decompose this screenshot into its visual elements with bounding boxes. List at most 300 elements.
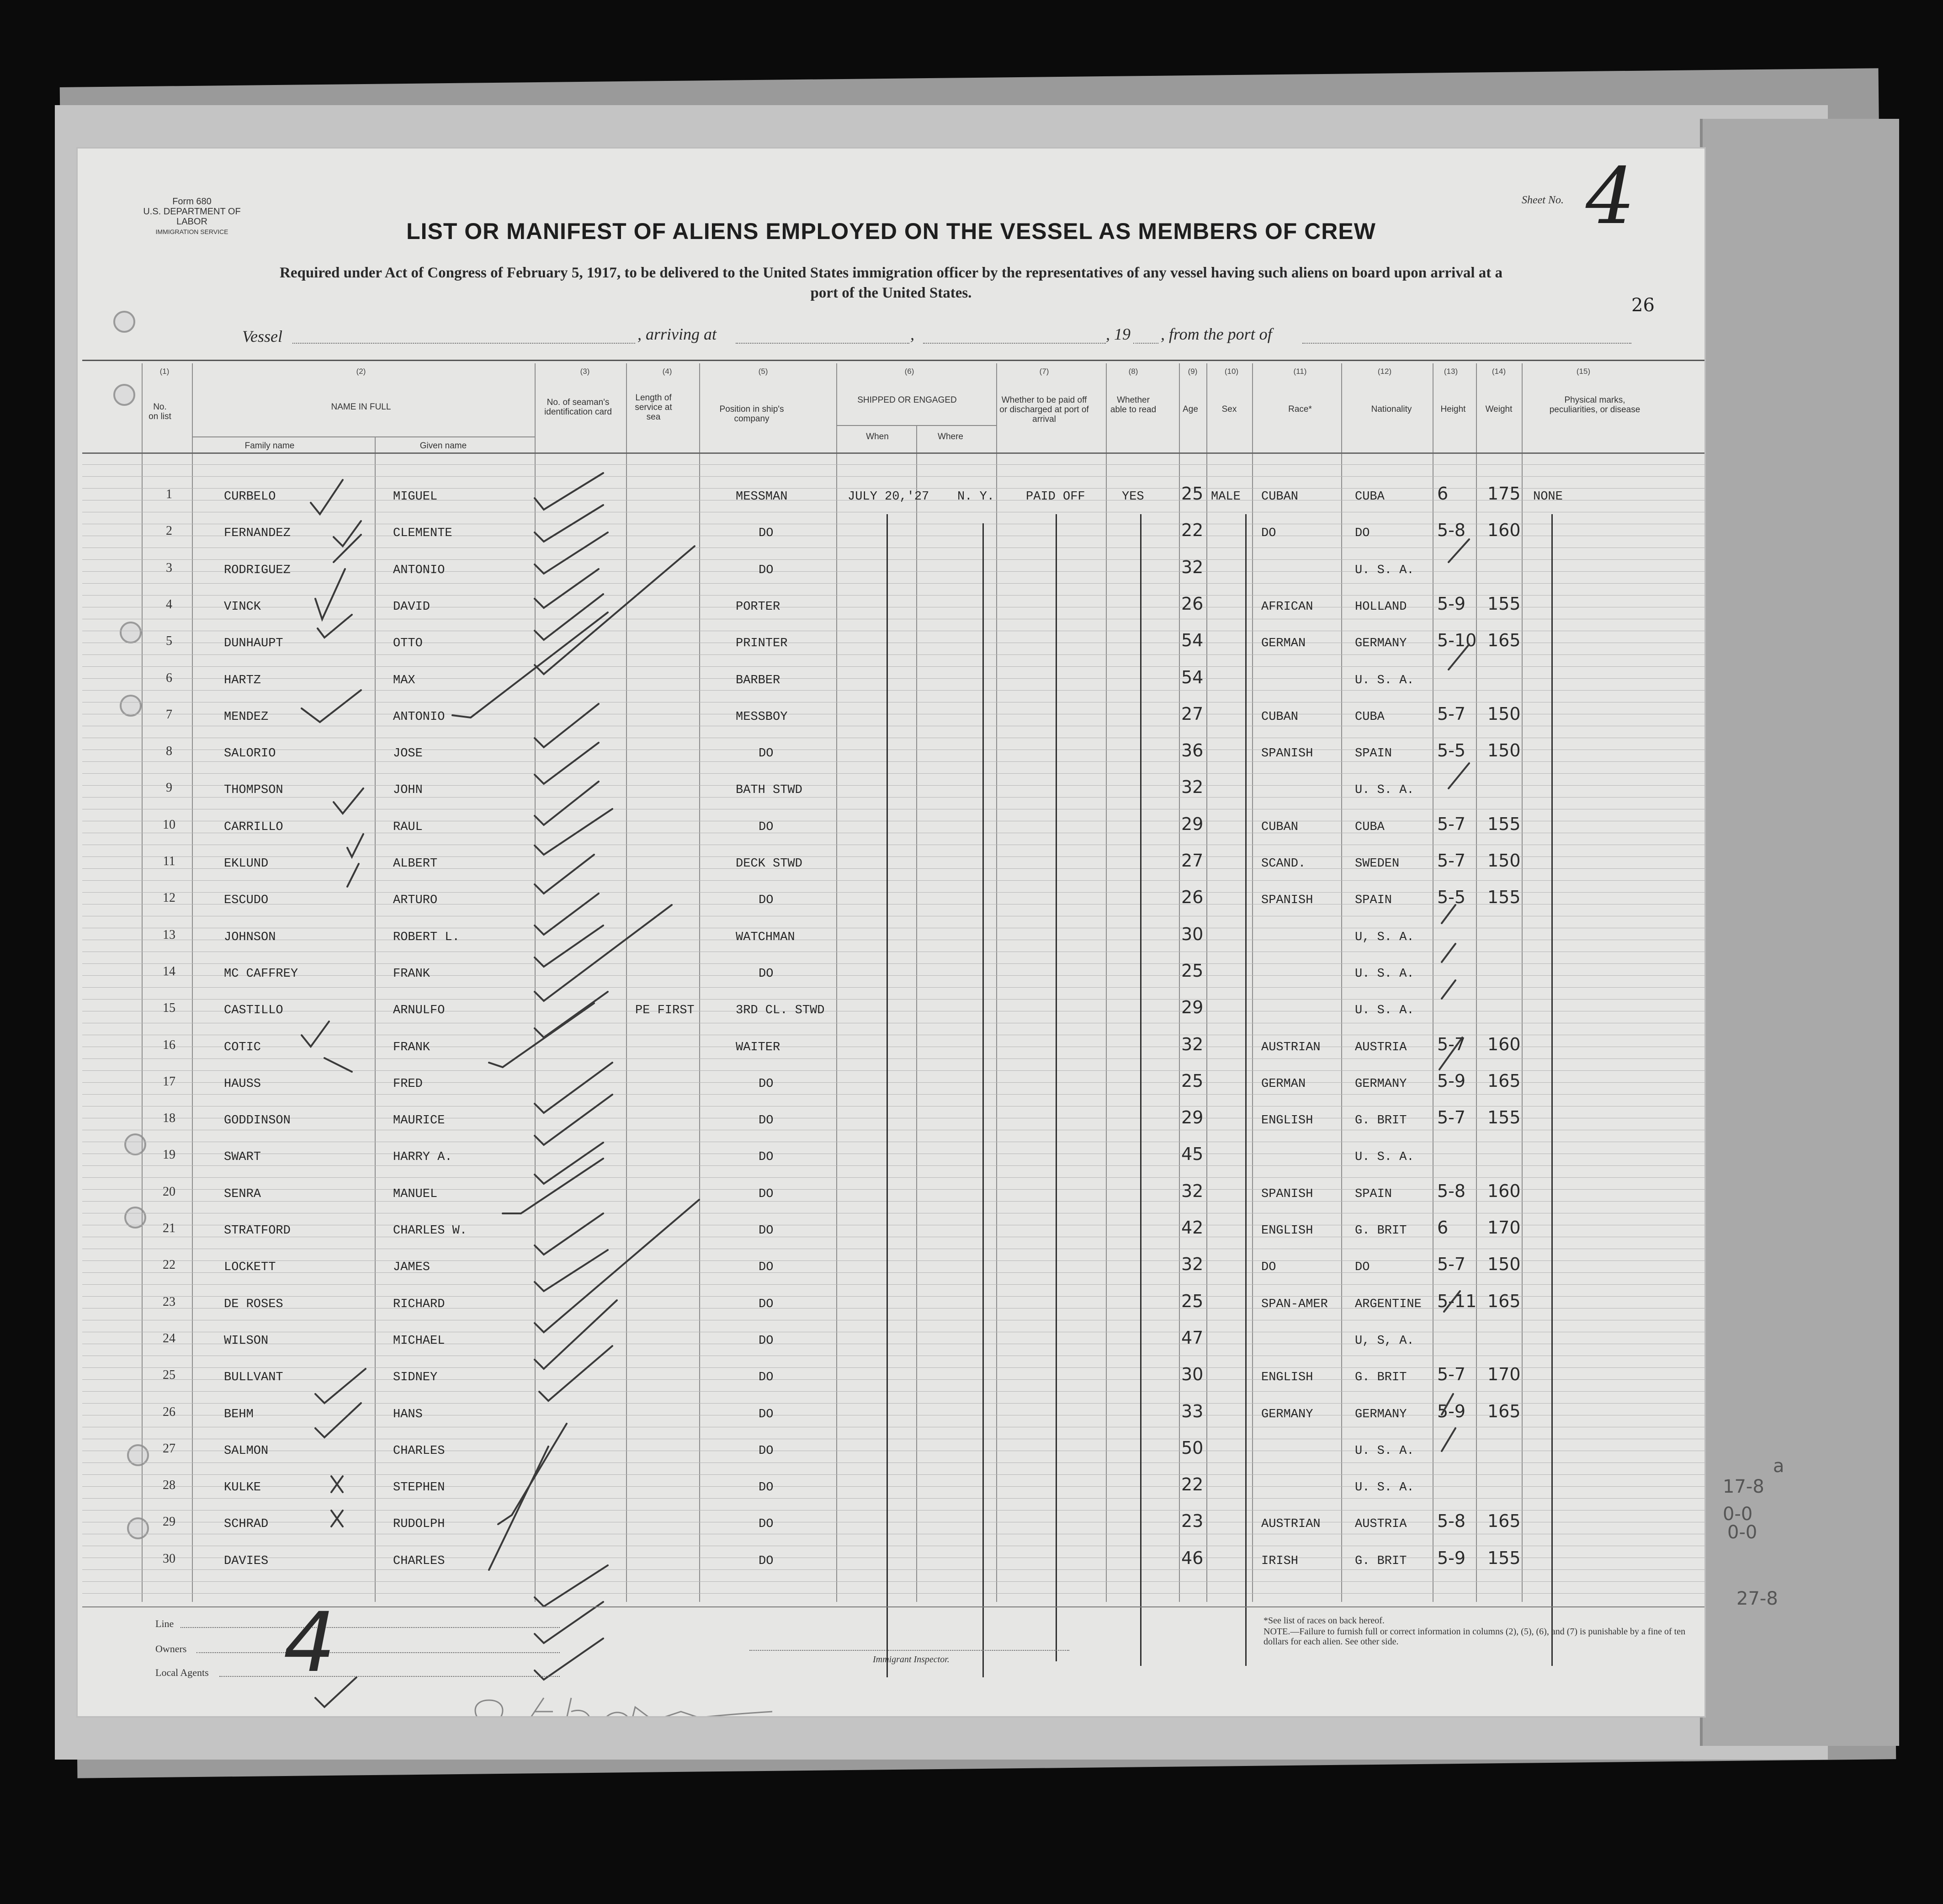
nationality-cell: G. BRIT [1355, 1554, 1407, 1568]
given-name-cell: RICHARD [393, 1297, 445, 1311]
col-height: Height [1440, 404, 1466, 414]
height-cell: 5-7 [1437, 1107, 1466, 1128]
row-number: 20 [163, 1184, 175, 1199]
family-name-cell: BEHM [224, 1407, 254, 1421]
family-name-cell: SALMON [224, 1444, 269, 1458]
department-name: U.S. DEPARTMENT OF LABOR [143, 207, 241, 227]
age-cell: 25 [1181, 1291, 1204, 1311]
row-number: 25 [163, 1368, 175, 1383]
vessel-label: Vessel [242, 327, 282, 346]
line-label: Line [155, 1618, 174, 1629]
weight-cell: 175 [1487, 484, 1521, 504]
age-cell: 29 [1181, 997, 1204, 1018]
age-cell: 27 [1181, 703, 1204, 724]
position-cell: DO [759, 1224, 774, 1238]
given-name-cell: RAUL [393, 820, 423, 834]
family-name-cell: DUNHAUPT [224, 637, 283, 651]
family-name-cell: DE ROSES [224, 1297, 283, 1311]
age-cell: 42 [1181, 1218, 1204, 1238]
race-cell: GERMAN [1261, 1077, 1306, 1091]
given-name-cell: ROBERT L. [393, 930, 460, 944]
age-cell: 32 [1181, 777, 1204, 798]
service-name: IMMIGRATION SERVICE [155, 228, 228, 235]
col-no-on-list: No. on list [149, 402, 171, 421]
race-cell: CUBAN [1261, 490, 1299, 504]
race-cell: GERMANY [1261, 1407, 1313, 1421]
year-label: , 19 [1106, 325, 1131, 343]
paid-off-cell: PAID OFF [1026, 490, 1085, 504]
weight-cell: 160 [1487, 1034, 1521, 1054]
local-agents-label: Local Agents [155, 1667, 209, 1678]
height-cell: 5-7 [1437, 703, 1466, 724]
race-cell: ENGLISH [1261, 1224, 1313, 1238]
age-cell: 54 [1181, 630, 1204, 651]
nationality-cell: U. S. A. [1355, 673, 1414, 687]
family-name-cell: JOHNSON [224, 930, 276, 944]
given-name-cell: HANS [393, 1407, 423, 1421]
row-number: 7 [166, 707, 172, 722]
arriving-label: , arriving at [637, 325, 717, 343]
nationality-cell: ARGENTINE [1355, 1297, 1422, 1311]
given-name-cell: FRED [393, 1077, 423, 1091]
given-name-cell: JOHN [393, 783, 423, 798]
race-cell: AUSTRIAN [1261, 1517, 1321, 1532]
column-number: (6) [904, 367, 914, 376]
row-number: 28 [163, 1478, 175, 1493]
column-number: (4) [662, 367, 672, 376]
races-note: *See list of races on back hereof. [1263, 1616, 1385, 1626]
column-number: (3) [580, 367, 590, 376]
given-name-cell: MAURICE [393, 1114, 445, 1128]
weight-cell: 155 [1487, 1548, 1521, 1568]
height-cell: 5-9 [1437, 1070, 1466, 1091]
agents-blank[interactable] [219, 1676, 560, 1677]
height-cell: 5-8 [1437, 1511, 1466, 1532]
weight-cell: 165 [1487, 1401, 1521, 1421]
col-able-to-read: Whether able to read [1110, 395, 1157, 415]
from-port-label: , from the port of [1161, 325, 1272, 343]
age-cell: 33 [1181, 1401, 1204, 1421]
weight-cell: 150 [1487, 851, 1521, 871]
col-id-card: No. of seaman's identification card [544, 398, 612, 417]
family-name-cell: CASTILLO [224, 1004, 283, 1018]
age-cell: 29 [1181, 1107, 1204, 1128]
given-name-cell: JOSE [393, 747, 423, 761]
race-cell: GERMAN [1261, 637, 1306, 651]
given-name-cell: HARRY A. [393, 1150, 452, 1165]
family-name-cell: LOCKETT [224, 1260, 276, 1275]
given-name-cell: CHARLES [393, 1554, 445, 1568]
row-number: 12 [163, 891, 175, 905]
given-name-cell: MICHAEL [393, 1334, 445, 1348]
nationality-cell: U. S. A. [1355, 563, 1414, 577]
age-cell: 26 [1181, 593, 1204, 614]
col-weight: Weight [1485, 404, 1513, 414]
position-cell: PORTER [736, 600, 780, 614]
age-cell: 22 [1181, 1474, 1204, 1495]
shipped-when-cell: JULY 20,'27 [848, 490, 929, 504]
weight-cell: 160 [1487, 1181, 1521, 1201]
nationality-cell: HOLLAND [1355, 600, 1407, 614]
age-cell: 32 [1181, 1181, 1204, 1201]
race-cell: AUSTRIAN [1261, 1040, 1321, 1054]
nationality-cell: U. S. A. [1355, 1004, 1414, 1018]
age-cell: 26 [1181, 887, 1204, 908]
given-name-cell: CHARLES W. [393, 1224, 467, 1238]
family-name-cell: HARTZ [224, 673, 261, 687]
height-cell: 5-9 [1437, 593, 1466, 614]
margin-note: 17-8 [1723, 1476, 1764, 1497]
col-nationality: Nationality [1371, 404, 1412, 414]
weight-cell: 160 [1487, 520, 1521, 541]
family-name-cell: EKLUND [224, 857, 269, 871]
row-number: 19 [163, 1148, 175, 1162]
family-name-cell: MENDEZ [224, 710, 269, 724]
age-cell: 45 [1181, 1144, 1204, 1165]
position-cell: WAITER [736, 1040, 780, 1054]
nationality-cell: G. BRIT [1355, 1114, 1407, 1128]
given-name-cell: MAX [393, 673, 415, 687]
sheet-number: 4 [1586, 151, 1635, 242]
sex-cell: MALE [1211, 490, 1241, 504]
column-number: (13) [1444, 367, 1458, 376]
column-number: (12) [1377, 367, 1392, 376]
age-cell: 30 [1181, 924, 1204, 944]
position-cell: MESSBOY [736, 710, 788, 724]
given-name-cell: FRANK [393, 1040, 430, 1054]
given-name-cell: CLEMENTE [393, 527, 452, 541]
row-number: 13 [163, 927, 175, 942]
height-cell: 5-9 [1437, 1401, 1466, 1421]
race-cell: SPANISH [1261, 893, 1313, 908]
col-paid-off: Whether to be paid off or discharged at port of arrival [999, 395, 1089, 424]
column-number: (14) [1492, 367, 1506, 376]
nationality-cell: CUBA [1355, 710, 1385, 724]
nationality-cell: G. BRIT [1355, 1371, 1407, 1385]
family-name-cell: SALORIO [224, 747, 276, 761]
page-stack-right [1700, 119, 1899, 1746]
race-cell: DO [1261, 527, 1276, 541]
penalty-note: NOTE.—Failure to furnish full or correct information in columns (2), (5), (6), and (7) is punishable by a fine of ten dollars for each alien. See other side. [1263, 1627, 1686, 1647]
age-cell: 50 [1181, 1437, 1204, 1458]
family-name-cell: BULLVANT [224, 1371, 283, 1385]
height-cell: 5-11 [1437, 1291, 1477, 1311]
race-cell: ENGLISH [1261, 1114, 1313, 1128]
nationality-cell: DO [1355, 1260, 1370, 1275]
family-name-cell: CURBELO [224, 490, 276, 504]
row-number: 4 [166, 597, 172, 612]
row-number: 29 [163, 1515, 175, 1529]
position-cell: DO [759, 967, 774, 981]
age-cell: 32 [1181, 557, 1204, 577]
row-number: 6 [166, 670, 172, 685]
subtitle-line-1: Required under Act of Congress of February 5, 1917, to be delivered to the United States immigration officer by the representatives of any vessel having such aliens on board upon arrival at a [280, 265, 1502, 281]
col-name-in-full: NAME IN FULL [331, 402, 391, 412]
weight-cell: 170 [1487, 1218, 1521, 1238]
nationality-cell: U. S. A. [1355, 783, 1414, 798]
margin-note: a [1773, 1456, 1784, 1477]
position-cell: DO [759, 1554, 774, 1568]
nationality-cell: CUBA [1355, 490, 1385, 504]
given-name-cell: ARTURO [393, 893, 438, 908]
family-name-cell: VINCK [224, 600, 261, 614]
col-family-name: Family name [244, 441, 295, 451]
nationality-cell: SWEDEN [1355, 857, 1400, 871]
family-name-cell: WILSON [224, 1334, 269, 1348]
service-length-cell: PE FIRST [635, 1004, 695, 1018]
age-cell: 25 [1181, 960, 1204, 981]
row-number: 30 [163, 1551, 175, 1566]
weight-cell: 150 [1487, 740, 1521, 761]
row-number: 17 [163, 1074, 175, 1089]
position-cell: BARBER [736, 673, 780, 687]
age-cell: 22 [1181, 520, 1204, 541]
age-cell: 25 [1181, 1070, 1204, 1091]
height-cell: 5-10 [1437, 630, 1477, 651]
nationality-cell: GERMANY [1355, 637, 1407, 651]
nationality-cell: U. S. A. [1355, 1444, 1414, 1458]
height-cell: 6 [1437, 1218, 1449, 1238]
position-cell: 3RD CL. STWD [736, 1004, 825, 1018]
age-cell: 29 [1181, 814, 1204, 834]
inspector-label: Immigrant Inspector. [873, 1654, 950, 1665]
nationality-cell: AUSTRIA [1355, 1517, 1407, 1532]
position-cell: DO [759, 1371, 774, 1385]
weight-cell: 170 [1487, 1364, 1521, 1385]
position-cell: WATCHMAN [736, 930, 795, 944]
age-cell: 46 [1181, 1548, 1204, 1568]
nationality-cell: U. S. A. [1355, 1150, 1414, 1165]
position-cell: DO [759, 1297, 774, 1311]
col-age: Age [1183, 404, 1198, 414]
position-cell: DO [759, 1077, 774, 1091]
family-name-cell: ESCUDO [224, 893, 269, 908]
row-number: 10 [163, 817, 175, 832]
position-cell: DO [759, 1407, 774, 1421]
nationality-cell: SPAIN [1355, 747, 1392, 761]
col-length-service: Length of service at sea [635, 393, 672, 422]
row-number: 24 [163, 1331, 175, 1346]
sheet-number-label: Sheet No. [1522, 194, 1564, 206]
age-cell: 30 [1181, 1364, 1204, 1385]
col-sex: Sex [1221, 404, 1237, 414]
height-cell: 5-5 [1437, 740, 1466, 761]
page-number: 26 [1631, 295, 1655, 316]
age-cell: 36 [1181, 740, 1204, 761]
given-name-cell: ANTONIO [393, 710, 445, 724]
height-cell: 5-7 [1437, 1034, 1466, 1054]
column-number: (7) [1039, 367, 1049, 376]
given-name-cell: RUDOLPH [393, 1517, 445, 1532]
race-cell: DO [1261, 1260, 1276, 1275]
row-number: 1 [166, 487, 172, 501]
row-number: 14 [163, 964, 175, 979]
family-name-cell: HAUSS [224, 1077, 261, 1091]
physical-marks-cell: NONE [1533, 490, 1563, 504]
position-cell: DECK STWD [736, 857, 802, 871]
nationality-cell: SPAIN [1355, 893, 1392, 908]
form-title: LIST OR MANIFEST OF ALIENS EMPLOYED ON THE VESSEL AS MEMBERS OF CREW [406, 218, 1376, 244]
family-name-cell: STRATFORD [224, 1224, 291, 1238]
family-name-cell: DAVIES [224, 1554, 269, 1568]
height-cell: 5-8 [1437, 520, 1466, 541]
column-number: (5) [758, 367, 768, 376]
row-number: 18 [163, 1111, 175, 1126]
age-cell: 32 [1181, 1034, 1204, 1054]
nationality-cell: CUBA [1355, 820, 1385, 834]
position-cell: DO [759, 1260, 774, 1275]
nationality-cell: U. S. A. [1355, 967, 1414, 981]
row-number: 3 [166, 560, 172, 575]
given-name-cell: MIGUEL [393, 490, 438, 504]
col-given-name: Given name [419, 441, 467, 451]
weight-cell: 165 [1487, 1511, 1521, 1532]
row-number: 22 [163, 1258, 175, 1272]
column-number: (2) [356, 367, 366, 376]
row-number: 16 [163, 1037, 175, 1052]
position-cell: DO [759, 527, 774, 541]
family-name-cell: THOMPSON [224, 783, 283, 798]
col-race: Race* [1288, 404, 1312, 414]
col-where: Where [938, 432, 963, 441]
date-comma: , [910, 325, 914, 343]
age-cell: 54 [1181, 667, 1204, 687]
nationality-cell: GERMANY [1355, 1077, 1407, 1091]
race-cell: AFRICAN [1261, 600, 1313, 614]
position-cell: PRINTER [736, 637, 788, 651]
weight-cell: 150 [1487, 1254, 1521, 1275]
owners-blank[interactable] [196, 1652, 560, 1653]
handwritten-sheet-number: 4 [283, 1595, 336, 1691]
shipped-where-cell: N. Y. [957, 490, 995, 504]
weight-cell: 155 [1487, 887, 1521, 908]
row-number: 2 [166, 524, 172, 538]
row-number: 27 [163, 1441, 175, 1456]
col-position: Position in ship's company [719, 404, 784, 424]
margin-note: 0-0 [1727, 1522, 1757, 1543]
nationality-cell: GERMANY [1355, 1407, 1407, 1421]
column-number: (15) [1576, 367, 1591, 376]
given-name-cell: CHARLES [393, 1444, 445, 1458]
race-cell: CUBAN [1261, 820, 1299, 834]
weight-cell: 165 [1487, 1291, 1521, 1311]
position-cell: DO [759, 893, 774, 908]
col-when: When [866, 432, 889, 441]
margin-note: 0-0 [1723, 1504, 1753, 1525]
weight-cell: 155 [1487, 593, 1521, 614]
row-number: 11 [163, 854, 175, 868]
row-number: 8 [166, 744, 172, 759]
weight-cell: 165 [1487, 630, 1521, 651]
nationality-cell: U. S. A. [1355, 1481, 1414, 1495]
given-name-cell: ALBERT [393, 857, 438, 871]
inspector-signature-line[interactable] [749, 1650, 1069, 1651]
able-to-read-cell: YES [1122, 490, 1144, 504]
family-name-cell: FERNANDEZ [224, 527, 291, 541]
family-name-cell: SENRA [224, 1187, 261, 1201]
subtitle-line-2: port of the United States. [810, 285, 972, 301]
given-name-cell: SIDNEY [393, 1371, 438, 1385]
row-number: 9 [166, 781, 172, 795]
margin-note: 27-8 [1736, 1588, 1778, 1609]
position-cell: DO [759, 1187, 774, 1201]
height-cell: 6 [1437, 484, 1449, 504]
column-number: (9) [1188, 367, 1198, 376]
column-number: (10) [1224, 367, 1239, 376]
row-number: 5 [166, 634, 172, 649]
position-cell: DO [759, 1334, 774, 1348]
family-name-cell: SCHRAD [224, 1517, 269, 1532]
position-cell: DO [759, 1517, 774, 1532]
given-name-cell: FRANK [393, 967, 430, 981]
given-name-cell: ANTONIO [393, 563, 445, 577]
given-name-cell: ARNULFO [393, 1004, 445, 1018]
position-cell: BATH STWD [736, 783, 802, 798]
family-name-cell: RODRIGUEZ [224, 563, 291, 577]
position-cell: DO [759, 747, 774, 761]
age-cell: 23 [1181, 1511, 1204, 1532]
position-cell: DO [759, 820, 774, 834]
family-name-cell: COTIC [224, 1040, 261, 1054]
line-blank[interactable] [180, 1627, 560, 1628]
given-name-cell: DAVID [393, 600, 430, 614]
nationality-cell: U, S. A. [1355, 930, 1414, 944]
age-cell: 47 [1181, 1327, 1204, 1348]
position-cell: MESSMAN [736, 490, 788, 504]
weight-cell: 150 [1487, 703, 1521, 724]
age-cell: 27 [1181, 851, 1204, 871]
nationality-cell: U, S, A. [1355, 1334, 1414, 1348]
handwritten-checkmarks [78, 149, 1704, 1716]
height-cell: 5-7 [1437, 814, 1466, 834]
age-cell: 32 [1181, 1254, 1204, 1275]
weight-cell: 155 [1487, 1107, 1521, 1128]
family-name-cell: KULKE [224, 1481, 261, 1495]
family-name-cell: SWART [224, 1150, 261, 1165]
height-cell: 5-5 [1437, 887, 1466, 908]
family-name-cell: GODDINSON [224, 1114, 291, 1128]
weight-cell: 155 [1487, 814, 1521, 834]
position-cell: DO [759, 563, 774, 577]
family-name-cell: CARRILLO [224, 820, 283, 834]
nationality-cell: AUSTRIA [1355, 1040, 1407, 1054]
column-number: (11) [1293, 367, 1307, 376]
position-cell: DO [759, 1481, 774, 1495]
family-name-cell: MC CAFFREY [224, 967, 298, 981]
race-cell: SPANISH [1261, 1187, 1313, 1201]
race-cell: ENGLISH [1261, 1371, 1313, 1385]
race-cell: CUBAN [1261, 710, 1299, 724]
position-cell: DO [759, 1150, 774, 1165]
column-number: (8) [1128, 367, 1138, 376]
position-cell: DO [759, 1114, 774, 1128]
given-name-cell: MANUEL [393, 1187, 438, 1201]
row-number: 26 [163, 1404, 175, 1419]
height-cell: 5-7 [1437, 1364, 1466, 1385]
row-number: 23 [163, 1294, 175, 1309]
height-cell: 5-9 [1437, 1548, 1466, 1568]
race-cell: IRISH [1261, 1554, 1299, 1568]
race-cell: SPAN-AMER [1261, 1297, 1328, 1311]
form-number: Form 680 [172, 197, 212, 207]
height-cell: 5-8 [1437, 1181, 1466, 1201]
owners-label: Owners [155, 1643, 187, 1654]
given-name-cell: OTTO [393, 637, 423, 651]
nationality-cell: SPAIN [1355, 1187, 1392, 1201]
height-cell: 5-7 [1437, 1254, 1466, 1275]
height-cell: 5-7 [1437, 851, 1466, 871]
age-cell: 25 [1181, 484, 1204, 504]
